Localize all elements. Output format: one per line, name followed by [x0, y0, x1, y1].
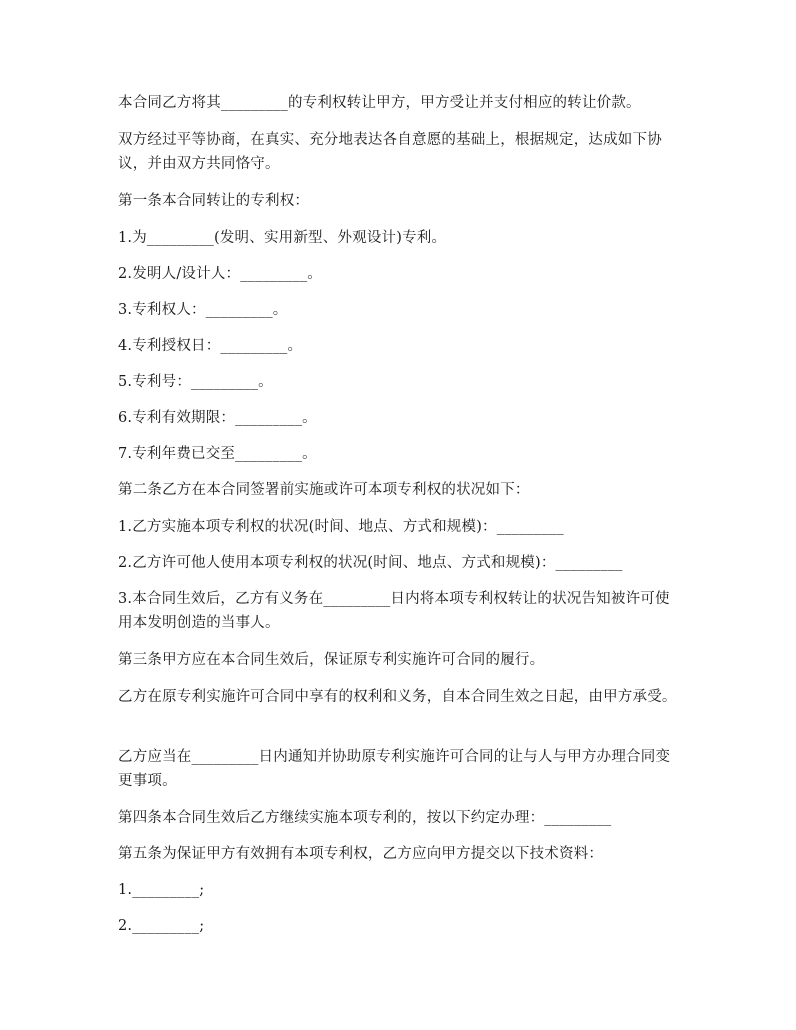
article-1-item-3: 3.专利权人：_________。	[118, 302, 288, 318]
article-2-heading: 第二条乙方在本合同签署前实施或许可本项专利权的状况如下：	[118, 482, 530, 498]
article-1-item-4: 4.专利授权日：_________。	[118, 338, 303, 354]
article-3-rights-transfer: 乙方在原专利实施许可合同中享有的权利和义务，自本合同生效之日起，由甲方承受。	[118, 689, 677, 705]
article-2-item-3: 3.本合同生效后，乙方有义务在_________日内将本项专利权转让的状况告知被许可使用本发明创造的当事人。	[118, 591, 670, 631]
paragraph-negotiation: 双方经过平等协商，在真实、充分地表达各自意愿的基础上，根据规定，达成如下协议，并由双方共同恪守。	[118, 132, 662, 172]
article-1-item-7: 7.专利年费已交至_________。	[118, 446, 317, 462]
article-1-item-5: 5.专利号：_________。	[118, 374, 273, 390]
article-1-heading: 第一条本合同转让的专利权：	[118, 193, 310, 209]
article-1-item-2: 2.发明人/设计人：_________。	[118, 266, 322, 282]
article-5-item-1: 1._________;	[118, 882, 205, 898]
article-3-notification: 乙方应当在_________日内通知并协助原专利实施许可合同的让与人与甲方办理合同变更事项。	[118, 749, 671, 789]
paragraph-intro: 本合同乙方将其_________的专利权转让甲方，甲方受让并支付相应的转让价款。	[118, 95, 641, 111]
article-5-heading: 第五条为保证甲方有效拥有本项专利权，乙方应向甲方提交以下技术资料：	[118, 846, 604, 862]
article-3-heading: 第三条甲方应在本合同生效后，保证原专利实施许可合同的履行。	[118, 652, 545, 668]
article-2-item-1: 1.乙方实施本项专利权的状况(时间、地点、方式和规模)：_________	[118, 519, 564, 535]
article-1-item-1: 1.为_________(发明、实用新型、外观设计)专利。	[118, 230, 447, 246]
article-5-item-2: 2._________;	[118, 918, 205, 934]
article-2-item-2: 2.乙方许可他人使用本项专利权的状况(时间、地点、方式和规模)：_________	[118, 555, 623, 571]
article-1-item-6: 6.专利有效期限：_________。	[118, 410, 317, 426]
article-4-heading: 第四条本合同生效后乙方继续实施本项专利的，按以下约定办理：_________	[118, 810, 612, 826]
